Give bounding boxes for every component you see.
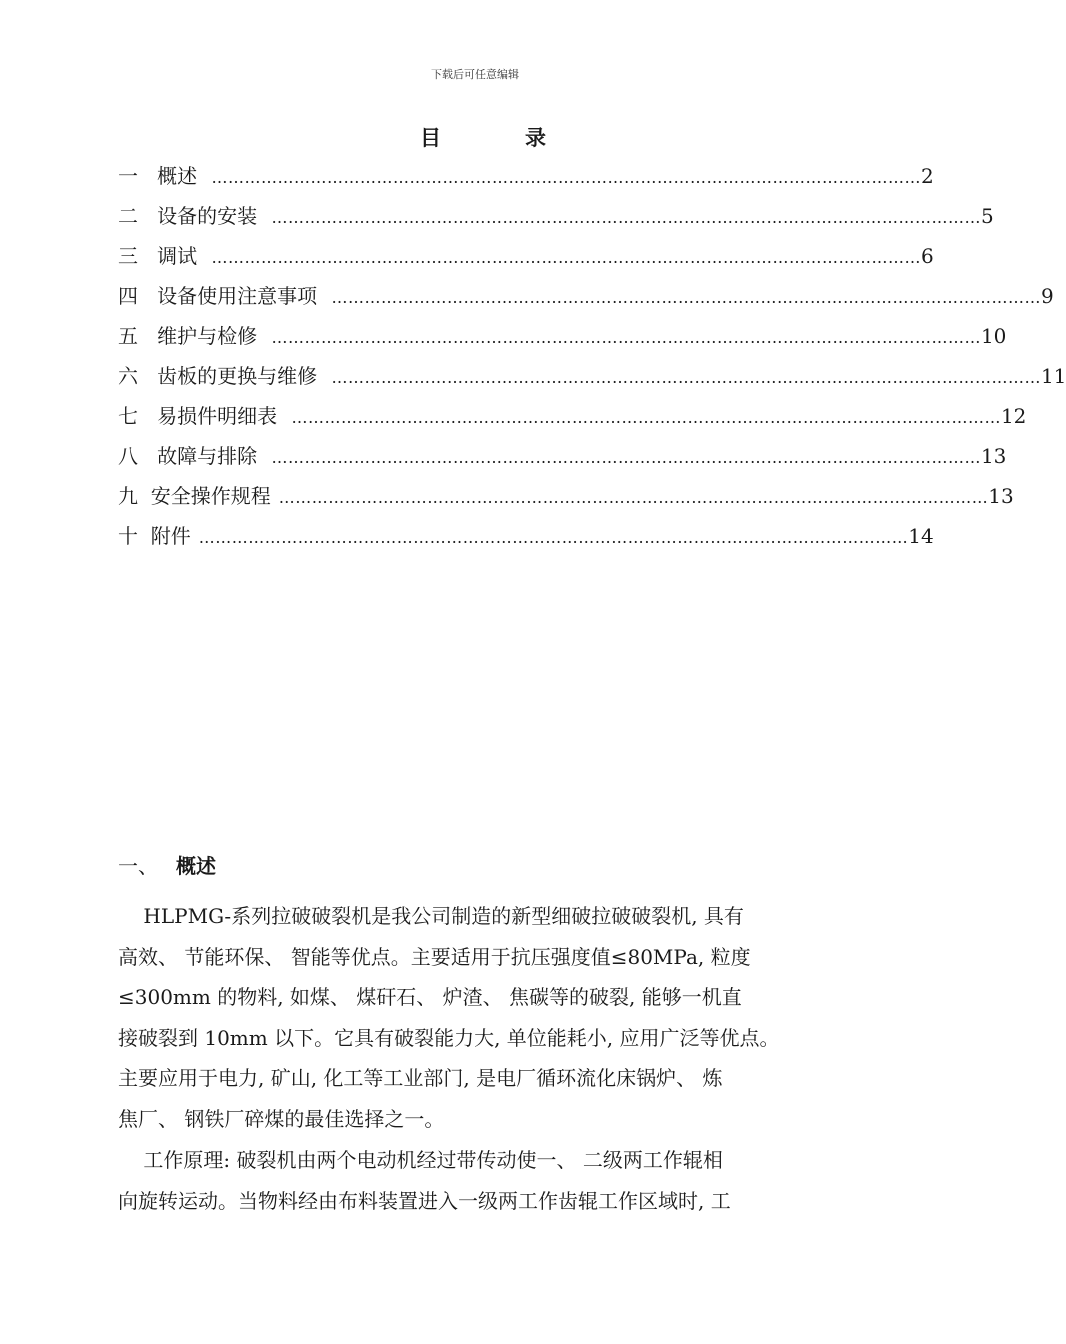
toc-entry[interactable] xyxy=(118,520,934,552)
toc-entry[interactable] xyxy=(118,440,1007,472)
toc-leader-dots: ………………………………………………………………………………………………………………… xyxy=(278,488,989,507)
toc-entry-title: 齿板的更换与维修 xyxy=(157,364,324,388)
toc-entry-page: 13 xyxy=(980,444,1007,468)
toc-leader-dots: ………………………………………………………………………………………………………………… xyxy=(271,208,981,227)
toc-entry-page: 9 xyxy=(1040,284,1054,308)
overview-paragraph xyxy=(118,896,863,1140)
toc-entry-number: 四 xyxy=(118,284,158,308)
paragraph-line: 接破裂到 10mm 以下。它具有破裂能力大, 单位能耗小, 应用广泛等优点。 xyxy=(118,1025,780,1050)
toc-entry-title: 安全操作规程 xyxy=(150,484,271,508)
paragraph-line: 向旋转运动。当物料经由布料装置进入一级两工作齿辊工作区域时, 工 xyxy=(118,1188,731,1213)
section-heading xyxy=(118,850,216,879)
toc-entry[interactable] xyxy=(118,280,1054,312)
toc-entry-number: 十 xyxy=(118,524,151,548)
paragraph-line: 焦厂、 钢铁厂碎煤的最佳选择之一。 xyxy=(118,1106,445,1131)
toc-entry-page: 12 xyxy=(1000,404,1027,428)
toc-entry-title: 易损件明细表 xyxy=(157,404,284,428)
toc-entry-number: 二 xyxy=(118,204,158,228)
toc-entry[interactable] xyxy=(118,480,1014,512)
toc-entry[interactable] xyxy=(118,400,1027,432)
toc-leader-dots: ………………………………………………………………………………………………………………… xyxy=(271,328,981,347)
toc-entry[interactable] xyxy=(118,360,1066,392)
toc-title-left: 目 xyxy=(420,125,441,150)
toc-entry-title: 调试 xyxy=(157,244,204,268)
toc-entry-page: 13 xyxy=(988,484,1014,508)
toc-entry[interactable] xyxy=(118,240,934,272)
toc-entry-page: 5 xyxy=(980,204,994,228)
toc-entry-page: 11 xyxy=(1040,364,1066,388)
toc-leader-dots: ………………………………………………………………………………………………………………… xyxy=(291,408,1001,427)
section-number: 一、 xyxy=(118,854,158,878)
toc-entry-number: 七 xyxy=(118,404,158,428)
paragraph-line: HLPMG-系列拉破破裂机是我公司制造的新型细破拉破破裂机, 具有 xyxy=(118,904,744,928)
toc-leader-dots: ………………………………………………………………………………………………………………… xyxy=(271,448,981,467)
toc-entry-title: 附件 xyxy=(150,524,191,548)
toc-entry-title: 设备使用注意事项 xyxy=(157,284,324,308)
toc-leader-dots: ………………………………………………………………………………………………………………… xyxy=(211,248,921,267)
toc-leader-dots: ………………………………………………………………………………………………………………… xyxy=(331,368,1041,387)
toc-entry-title: 故障与排除 xyxy=(157,444,264,468)
toc-entry-number: 五 xyxy=(118,324,158,348)
paragraph-line: ≤300mm 的物料, 如煤、 煤矸石、 炉渣、 焦碳等的破裂, 能够一机直 xyxy=(118,985,742,1010)
toc-entry-number: 八 xyxy=(118,444,158,468)
toc-entry-title: 设备的安装 xyxy=(157,204,264,228)
paragraph-line: 工作原理: 破裂机由两个电动机经过带传动使一、 二级两工作辊相 xyxy=(118,1148,723,1172)
toc-entry-number: 三 xyxy=(118,244,158,268)
toc-entry[interactable] xyxy=(118,200,994,232)
toc-entry-page: 6 xyxy=(920,244,934,268)
toc-entry[interactable] xyxy=(118,320,1007,352)
toc-leader-dots: ………………………………………………………………………………………………………………… xyxy=(331,288,1041,307)
toc-entry-title: 维护与检修 xyxy=(157,324,264,348)
toc-entry-number: 六 xyxy=(118,364,158,388)
toc-entry-title: 概述 xyxy=(157,164,204,188)
toc-entry-number: 九 xyxy=(118,484,151,508)
principle-paragraph xyxy=(118,1140,863,1221)
toc-entry-page: 2 xyxy=(920,164,934,188)
toc-entry-number: 一 xyxy=(118,164,158,188)
toc-entry-page: 14 xyxy=(908,524,934,548)
toc-entry-page: 10 xyxy=(980,324,1007,348)
paragraph-line: 主要应用于电力, 矿山, 化工等工业部门, 是电厂循环流化床锅炉、 炼 xyxy=(118,1066,723,1091)
toc-title-right: 录 xyxy=(525,125,546,150)
section-title: 概述 xyxy=(176,854,216,878)
toc-entry[interactable] xyxy=(118,160,934,192)
toc-leader-dots: ………………………………………………………………………………………………………………… xyxy=(198,528,909,547)
toc-leader-dots: ………………………………………………………………………………………………………………… xyxy=(211,168,921,187)
paragraph-line: 高效、 节能环保、 智能等优点。主要适用于抗压强度值≤80MPa, 粒度 xyxy=(118,944,751,969)
header-watermark: 下载后可任意编辑 xyxy=(431,68,519,81)
